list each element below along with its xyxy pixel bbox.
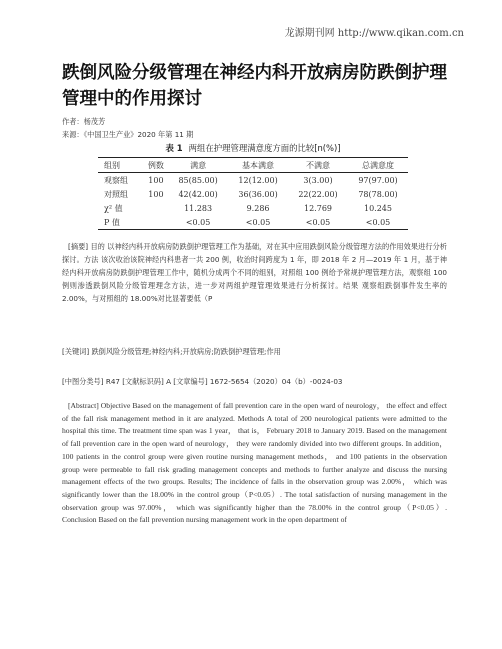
header-group: 组别 bbox=[104, 160, 120, 170]
header-total-satisfaction: 总满意度 bbox=[361, 160, 394, 170]
article-title: 跌倒风险分级管理在神经内科开放病房防跌倒护理管理中的作用探讨 bbox=[62, 63, 447, 109]
table-cell: <0.05 bbox=[245, 217, 271, 227]
keywords bbox=[62, 345, 447, 358]
table bbox=[98, 157, 408, 230]
table-cell: 9.286 bbox=[246, 203, 270, 213]
table-header-row bbox=[98, 158, 408, 173]
table-cell bbox=[144, 201, 168, 215]
table-cell: 36(36.00) bbox=[238, 189, 278, 199]
table-cell: 3(3.00) bbox=[303, 175, 333, 185]
table-cell: 22(22.00) bbox=[298, 189, 338, 199]
table-cell: <0.05 bbox=[365, 217, 391, 227]
table-row bbox=[98, 187, 408, 201]
classification-info bbox=[62, 375, 447, 388]
chinese-abstract bbox=[62, 240, 447, 305]
site-watermark: 龙源期刊网 http://www.qikan.com.cn bbox=[284, 28, 464, 39]
table-cell: <0.05 bbox=[185, 217, 211, 227]
header-unsatisfied: 不满意 bbox=[306, 160, 330, 170]
table-row bbox=[98, 173, 408, 188]
table-cell: 42(42.00) bbox=[178, 189, 218, 199]
table-cell: 观察组 bbox=[104, 175, 128, 185]
table-row bbox=[98, 201, 408, 215]
source-line: 来源：《中国卫生产业》2020 年第 11 期 bbox=[62, 130, 194, 139]
author-line: 作者：杨茂芳 bbox=[62, 117, 106, 126]
table-cell: 10.245 bbox=[363, 203, 392, 213]
table-row bbox=[98, 215, 408, 230]
table-cell: 78(78.00) bbox=[358, 189, 398, 199]
header-cases: 例数 bbox=[147, 160, 164, 170]
table-cell: 对照组 bbox=[104, 189, 128, 199]
table-cell: 100 bbox=[148, 175, 164, 185]
header-satisfied: 满意 bbox=[190, 160, 207, 170]
table-label: 表 1 bbox=[165, 143, 183, 153]
table-cell: 12(12.00) bbox=[238, 175, 278, 185]
table-cell: P 值 bbox=[104, 217, 120, 227]
english-abstract-text: [Abstract] Objective Based on the management of fall prevention care in the open ward of neurology， the effect and effect of the fall risk management method in it are analyzed. Methods A total of 200 neurological patients were admitted to the hospital this time. The treatment time span was 1 year， that is， February 2018 to January 2019. Based on the management of fall prevention care in the open ward of neurology， they were randomly divided into two different groups. In addition， 100 patients in the control group were given routine nursing management methods， and 100 patients in the observation group were permeable to fall risk grading management concepts and methods to further analyze and discuss the nursing management effects of the two groups. Results; The incidence of falls in the observation group was 2.00%， which was significantly lower than the 18.00% in the control group（P<0.05）. The total satisfaction of nursing management in the observation group was 97.00%， which was significantly higher than the 78.00% in the control group（P<0.05）. Conclusion Based on the fall prevention nursing management work in the open department of bbox=[62, 401, 447, 525]
keywords-text: [关键词] 跌倒风险分级管理;神经内科;开放病房;防跌倒护理管理;作用 bbox=[62, 347, 281, 356]
chinese-abstract-text: [摘要] 目的 以神经内科开放病房防跌倒护理管理工作为基础，对在其中应用跌倒风险分级管理方法的作用效果进行分析探讨。方法 该次收治该院神经内科患者一共 200 例，收治时间跨度为 1 年，即 2018 年 2 月—2019 年 1 月，基于神经内科开放病房防跌倒护理管理工作中，随机分成两个不同的组别，对照组 100 例给予常规护理管理方法，观察组 100 例则渗透跌倒风险分级管理理念方法，进一步对两组护理管理效果进行分析探讨。结果 观察组跌倒事件发生率的 2.00%，与对照组的 18.00%对比显著要低（P bbox=[62, 242, 447, 304]
table-cell: 12.769 bbox=[304, 203, 332, 213]
table-cell: 100 bbox=[148, 189, 164, 199]
table-cell: 11.283 bbox=[184, 203, 213, 213]
table-caption-text: 两组在护理管理满意度方面的比较[n(%)] bbox=[188, 143, 341, 153]
header-basic-satisfied: 基本满意 bbox=[242, 160, 275, 170]
table-cell: 97(97.00) bbox=[358, 175, 398, 185]
english-abstract bbox=[62, 400, 447, 527]
table-cell: χ² 值 bbox=[104, 203, 123, 213]
table-cell bbox=[144, 215, 168, 230]
table-cell: <0.05 bbox=[305, 217, 331, 227]
table-caption bbox=[98, 142, 408, 154]
comparison-table bbox=[98, 142, 408, 230]
classification-text: [中图分类号] R47 [文献标识码] A [文章编号] 1672-5654（2020）04（b）-0024-03 bbox=[62, 377, 343, 386]
table-cell: 85(85.00) bbox=[178, 175, 218, 185]
